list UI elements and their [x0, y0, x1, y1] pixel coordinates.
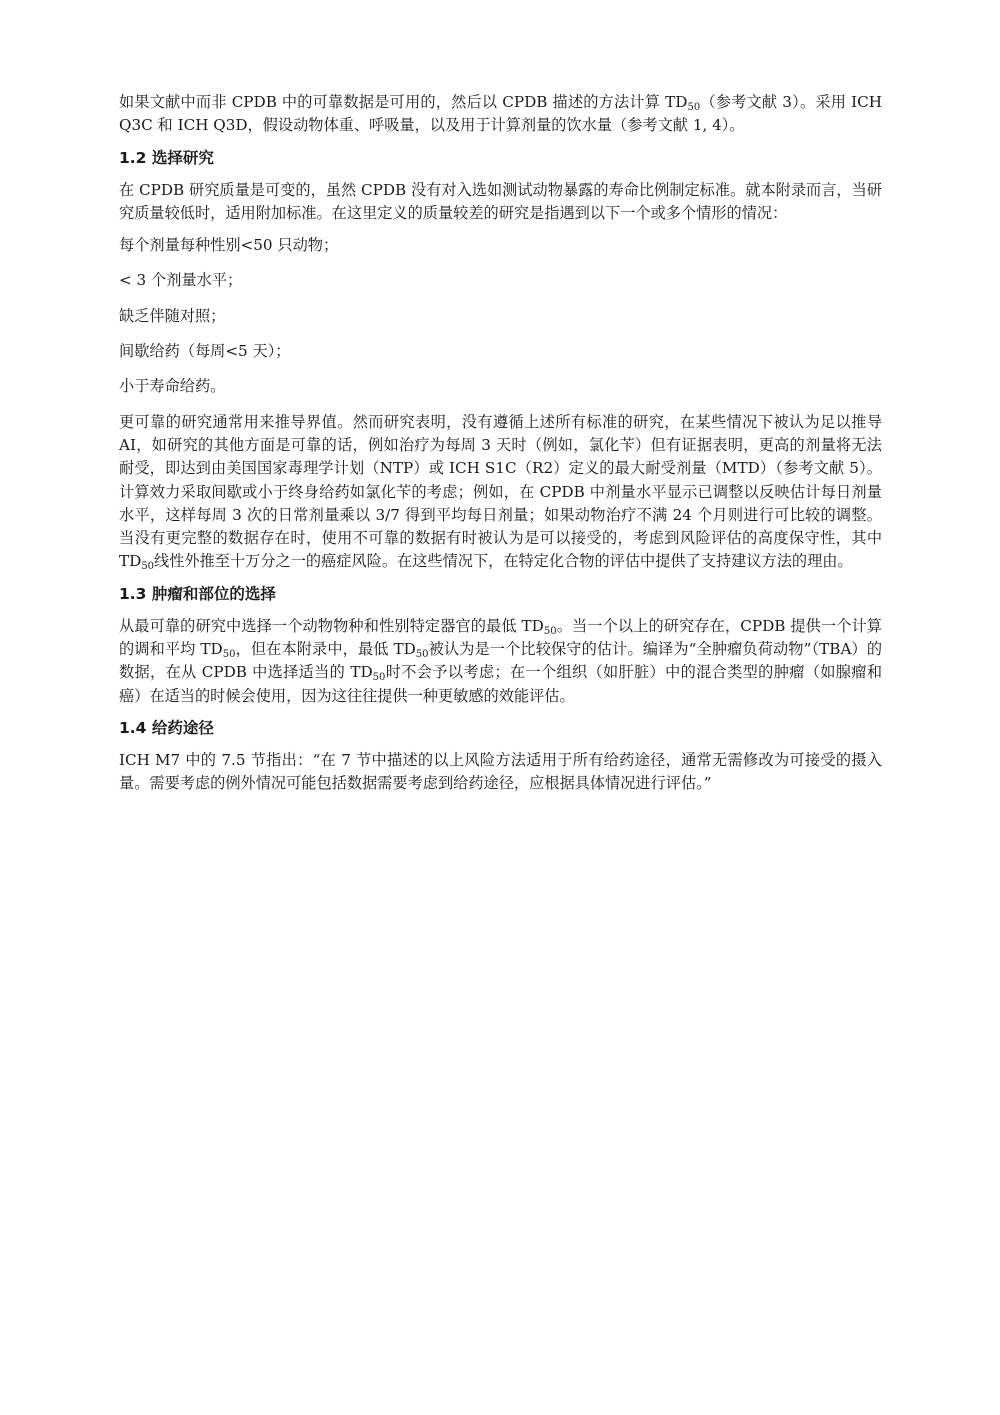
section-1-3-paragraph: [119, 615, 882, 708]
paragraph-text: 更可靠的研究通常用来推导界值。然而研究表明，没有遵循上述所有标准的研究，在某些情况下被认为足以推导 AI，如研究的其他方面是可靠的话，例如治疗为每周 3 天时（例如，氯化苄）但有证据表明，更高的剂量将无法耐受，即达到由美国国家毒理学计划（NTP）或 ICH S1C（R2）定义的最大耐受剂量（MTD）（参考文献 5）。计算效力采取间歇或小于终身给药如氯化苄的考虑；例如，在 CPDB 中剂量水平显示已调整以反映估计每日剂量水平，这样每周 3 次的日常剂量乘以 3/7 得到平均每日剂量；如果动物治疗不满 24 个月则进行可比较的调整。当没有更完整的数据存在时，使用不可靠的数据有时被认为是可以接受的，考虑到风险评估的高度保守性，其中 TD: [119, 412, 882, 571]
td50-subscript: 50: [415, 649, 429, 661]
intro-text-part1: 如果文献中而非 CPDB 中的可靠数据是可用的，然后以 CPDB 描述的方法计算 TD: [119, 93, 688, 111]
td50-subscript: 50: [687, 102, 701, 113]
section-1-2-paragraph-2: [119, 411, 882, 574]
criteria-item: 缺乏伴随对照；: [119, 306, 226, 325]
criteria-item: 每个剂量每种性别<50 只动物；: [119, 236, 339, 255]
paragraph-text: 被认为是一个比较保守的估计。编译为“全肿瘤负荷动物”（TBA）的数据，在从 CPDB 中选择适当的 TD: [119, 640, 883, 682]
section-heading-1-4: 1.4 给药途径: [119, 718, 214, 737]
section-heading-1-2: 1.2 选择研究: [119, 148, 214, 167]
paragraph-text: ，但在本附录中，最低 TD: [235, 640, 416, 659]
paragraph-text: 。当一个以上的研究存在，CPDB 提供一个计算的调和平均 TD: [119, 616, 882, 659]
criteria-item: < 3 个剂量水平；: [119, 271, 243, 290]
td50-subscript: 50: [543, 625, 557, 637]
td50-subscript: 50: [222, 649, 236, 661]
intro-text-part2: （参考文献 3）。采用 ICH Q3C 和 ICH Q3D，假设动物体重、呼吸量，以及用于计算剂量的饮水量（参考文献 1, 4）。: [119, 93, 882, 135]
intro-paragraph: [119, 91, 882, 138]
criteria-item: 间歇给药（每周<5 天）；: [119, 342, 291, 361]
paragraph-text: 从最可靠的研究中选择一个动物物种和性别特定器官的最低 TD: [119, 616, 544, 635]
criteria-item: 小于寿命给药。: [119, 377, 226, 396]
paragraph-text: 线性外推至十万分之一的癌症风险。在这些情况下，在特定化合物的评估中提供了支持建议方法的理由。: [154, 552, 853, 571]
section-1-2-paragraph: 在 CPDB 研究质量是可变的，虽然 CPDB 没有对入选如测试动物暴露的寿命比例制定标准。就本附录而言，当研究质量较低时，适用附加标准。在这里定义的质量较差的研究是指遇到以下一个或多个情形的情况：: [119, 180, 882, 222]
td50-subscript: 50: [141, 561, 155, 573]
section-1-4-paragraph: ICH M7 中的 7.5 节指出：“在 7 节中描述的以上风险方法适用于所有给药途径，通常无需修改为可接受的摄入量。需要考虑的例外情况可能包括数据需要考虑到给药途径，应根据具体情况进行评估。”: [119, 750, 882, 793]
document-page: [119, 91, 882, 805]
section-heading-1-3: 1.3 肿瘤和部位的选择: [119, 584, 276, 603]
td50-subscript: 50: [372, 672, 386, 684]
paragraph-text: 时不会予以考虑；在一个组织（如肝脏）中的混合类型的肿瘤（如腺瘤和癌）在适当的时候会使用，因为这往往提供一种更敏感的效能评估。: [119, 663, 883, 705]
